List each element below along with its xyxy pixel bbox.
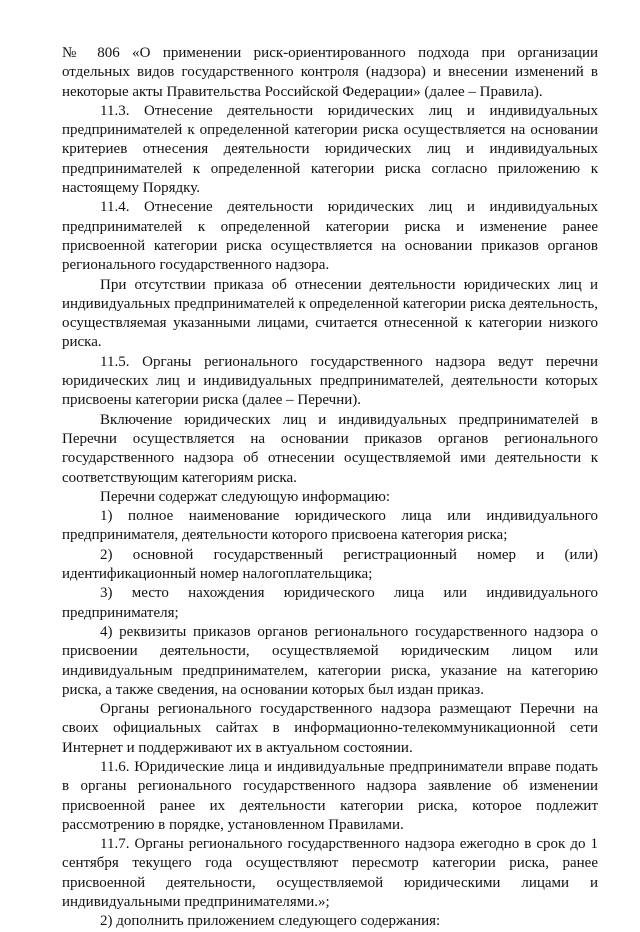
paragraph-appendix-note: 2) дополнить приложением следующего содержания: bbox=[100, 913, 441, 930]
paragraph-inclusion: Включение юридических лиц и индивидуальных предпринимателей в Перечни осуществляется на основании приказов органов регионального государственного надзора об отнесении осуществляемой ими деятельности к соответствующим категориям риска. bbox=[62, 411, 598, 486]
paragraph-low-risk: При отсутствии приказа об отнесении деятельности юридических лиц и индивидуальных предпринимателей к определенной категории риска деятельность, осуществляемая указанными лицами, считается отнесенной к категории низкого риска. bbox=[62, 276, 598, 351]
list-item-1: 1) полное наименование юридического лица или индивидуального предпринимателя, деятельности которого присвоена категория риска; bbox=[62, 508, 598, 544]
list-item-3: 3) место нахождения юридического лица или индивидуального предпринимателя; bbox=[62, 585, 598, 621]
paragraph-continuation: № 806 «О применении риск-ориентированного подхода при организации отдельных видов государственного контроля (надзора) и внесении изменений в некоторые акты Правительства Российской Федерации» (далее – Правила). bbox=[62, 45, 598, 100]
list-item-4: 4) реквизиты приказов органов регионального государственного надзора о присвоении деятельности, осуществляемой юридическим лицом или индивидуальным предпринимателем, категории риска, указание на категорию риска, а также сведения, на основании которых был издан приказ. bbox=[62, 623, 598, 698]
list-item-2: 2) основной государственный регистрационный номер и (или) идентификационный номер налогоплательщика; bbox=[62, 546, 598, 583]
paragraph-11-5: 11.5. Органы регионального государственного надзора ведут перечни юридических лиц и индивидуальных предпринимателей, деятельности которых присвоены категории риска (далее – Перечни). bbox=[62, 353, 598, 409]
paragraph-11-3: 11.3. Отнесение деятельности юридических лиц и индивидуальных предпринимателей к определенной категории риска осуществляется на основании критериев отнесения деятельности юридических лиц и индивидуальных предпринимателей к определенной категории риска согласно приложению к настоящему Порядку. bbox=[62, 102, 598, 197]
paragraph-11-6: 11.6. Юридические лица и индивидуальные предприниматели вправе подать в органы регионального государственного надзора заявление об изменении присвоенной ранее их деятельности категории риска, которое подлежит рассмотрению в порядке, установленном Правилами. bbox=[62, 758, 598, 833]
paragraph-publication: Органы регионального государственного надзора размещают Перечни на своих официальных сайтах в информационно-телекоммуникационной сети Интернет и поддерживают их в актуальном состоянии. bbox=[62, 701, 598, 756]
paragraph-11-7: 11.7. Органы регионального государственного надзора ежегодно в срок до 1 сентября текущего года осуществляют пересмотр категории риска, ранее присвоенной деятельности, осуществляемой юридическими лицами и индивидуальными предпринимателями.»; bbox=[62, 836, 598, 911]
paragraph-list-intro: Перечни содержат следующую информацию: bbox=[100, 488, 391, 505]
document-body bbox=[62, 44, 598, 932]
paragraph-11-4: 11.4. Отнесение деятельности юридических лиц и индивидуальных предпринимателей к определенной категории риска и изменение ранее присвоенной категории риска осуществляется на основании приказов органов регионального государственного надзора. bbox=[62, 199, 598, 274]
